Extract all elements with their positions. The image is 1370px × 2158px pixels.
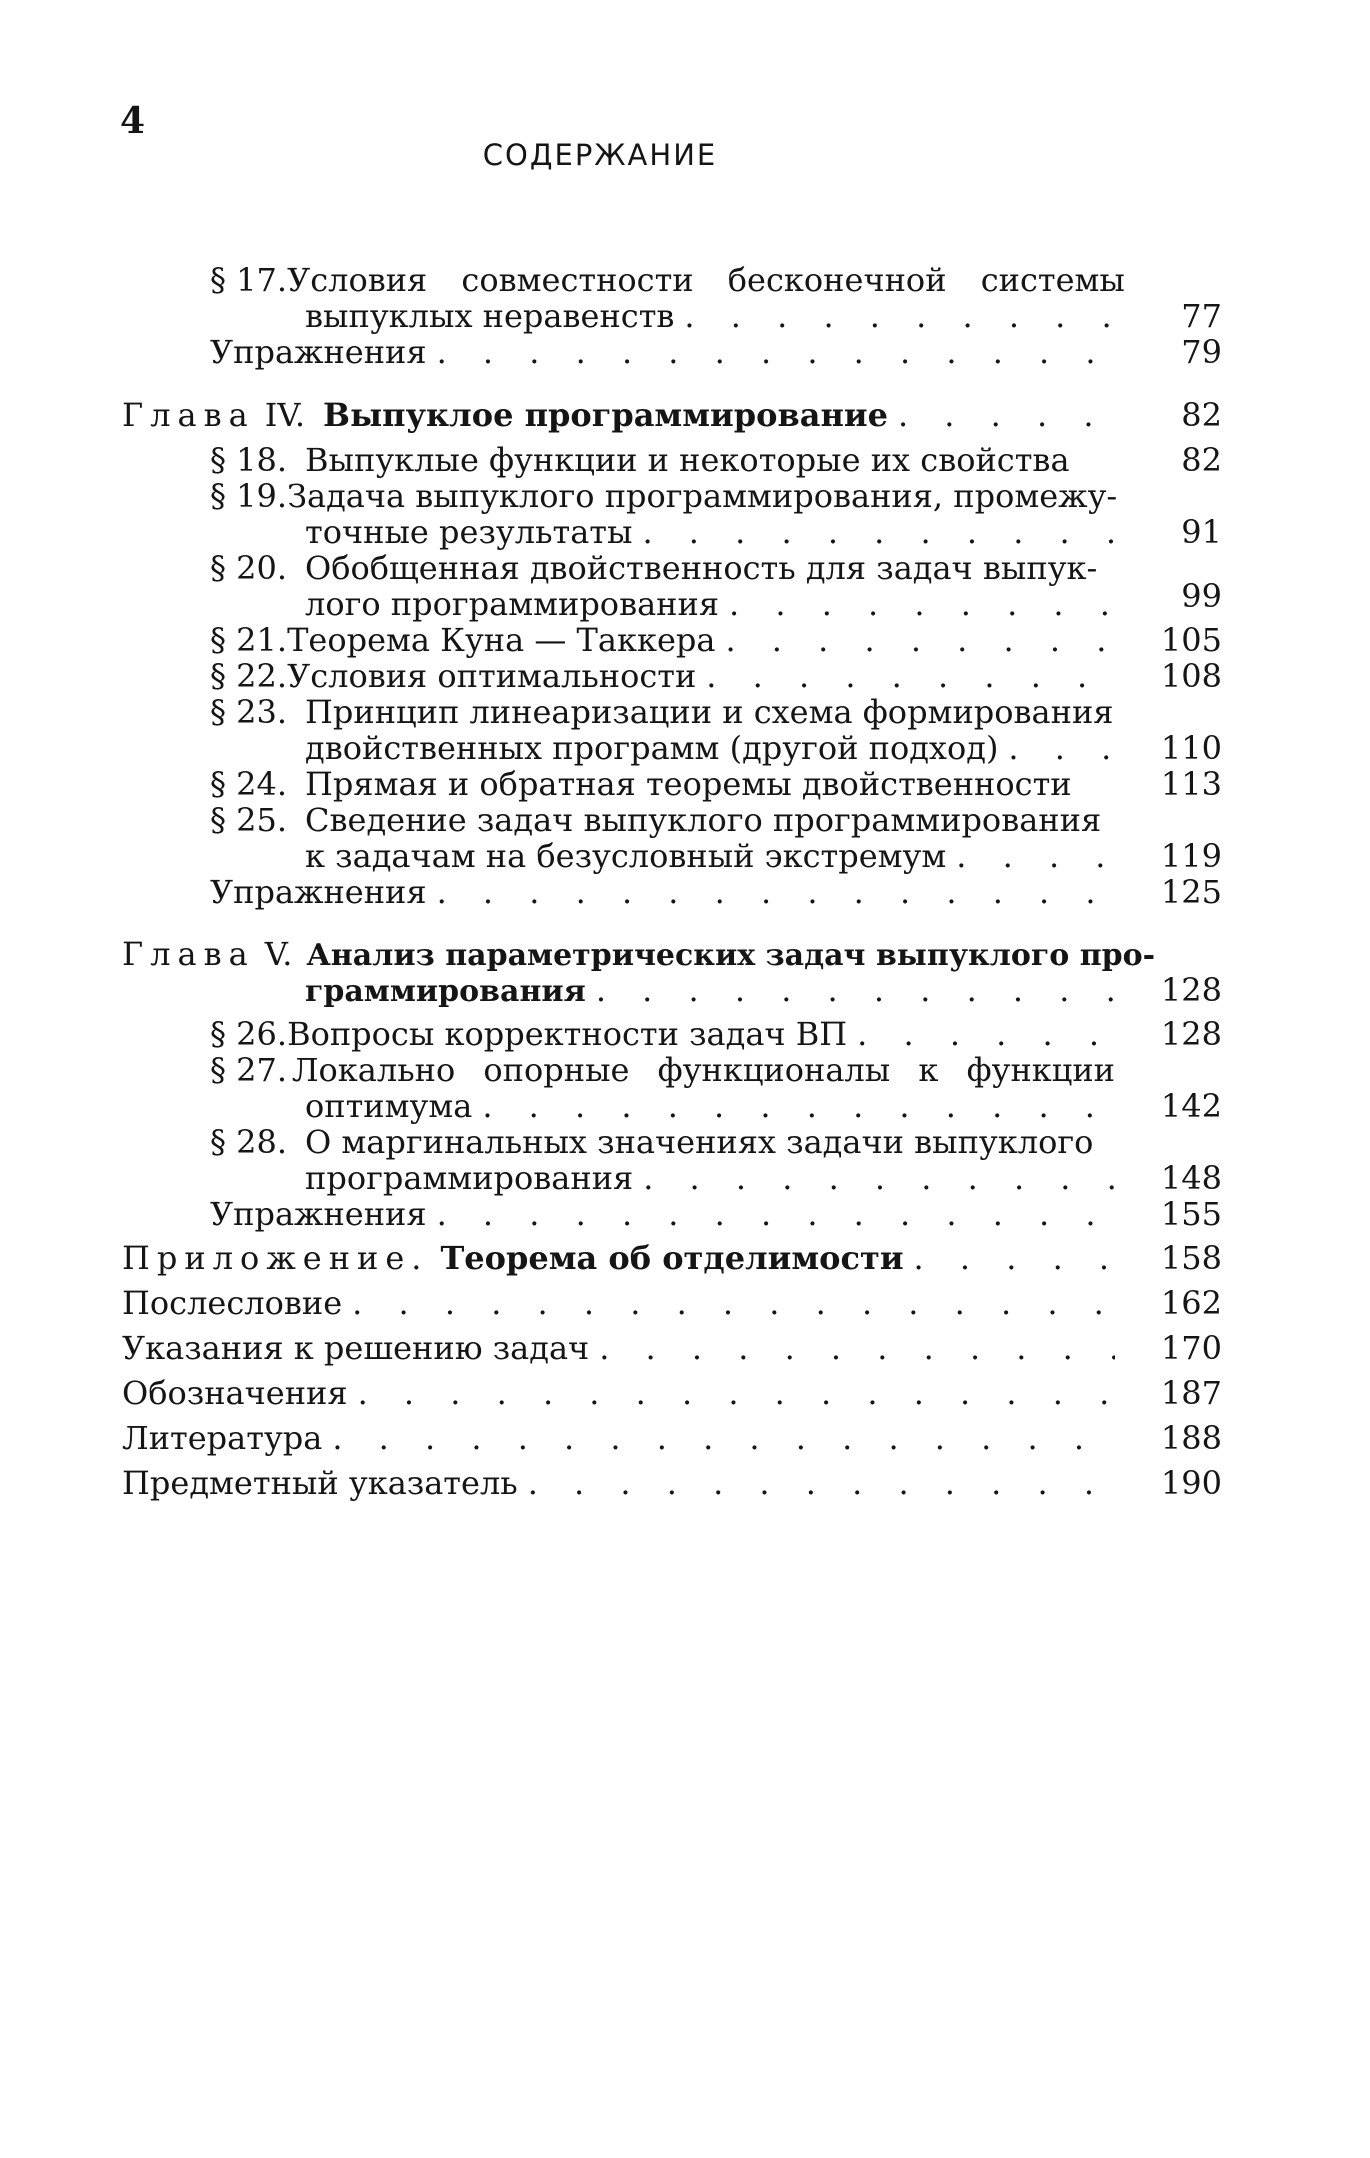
toc-section-17[interactable]: [210, 261, 1125, 299]
dot-leader: [715, 622, 1115, 658]
entry-title: Обозначения: [122, 1374, 348, 1412]
toc-section-22[interactable]: [210, 658, 1115, 694]
dot-leader: [586, 972, 1115, 1008]
appendix-title: Теорема об отделимости: [440, 1239, 904, 1277]
dot-leader: [342, 1285, 1115, 1321]
section-number: § 22.: [210, 657, 288, 695]
toc-afterword[interactable]: [122, 1285, 1115, 1321]
section-title-line1: Выпуклые функции и некоторые их свойства: [305, 441, 1070, 479]
section-title-line2: выпуклых неравенств: [305, 297, 675, 335]
dot-leader: [847, 1016, 1115, 1052]
page-ref: 170: [1160, 1329, 1222, 1367]
section-number: § 26.: [210, 1015, 288, 1053]
page-ref: 119: [1160, 837, 1222, 875]
toc-section-21[interactable]: [210, 622, 1115, 658]
section-title-line2: точные результаты: [305, 513, 633, 551]
page-ref: 128: [1160, 1015, 1222, 1053]
section-title-line2: двойственных программ (другой подход): [305, 729, 999, 767]
toc-section-17-cont: [305, 298, 1115, 334]
page-ref: 113: [1160, 765, 1222, 803]
toc-exercises[interactable]: [210, 334, 1115, 370]
dot-leader: [322, 1420, 1115, 1456]
page-ref: 125: [1160, 873, 1222, 911]
toc-section-28-cont: [305, 1160, 1115, 1196]
toc-section-19-cont: [305, 514, 1115, 550]
page-ref: 128: [1160, 971, 1222, 1009]
entry-title: Предметный указатель: [122, 1464, 518, 1502]
section-title-line1: Сведение задач выпуклого программирования: [305, 801, 1102, 839]
dot-leader: [632, 514, 1115, 550]
page-ref: 105: [1160, 621, 1222, 659]
chapter-prefix: Глава: [122, 935, 255, 973]
section-number: § 19.: [210, 477, 288, 515]
toc-section-25-cont: [305, 838, 1115, 874]
page-ref: 158: [1160, 1239, 1222, 1277]
section-title-line1: Принцип линеаризации и схема формирования: [305, 693, 1114, 731]
page-ref: 82: [1181, 396, 1222, 434]
exercise-title: Упражнения: [210, 873, 427, 911]
page-ref: 110: [1160, 729, 1222, 767]
section-number: § 18.: [210, 441, 288, 479]
dot-leader: [348, 1375, 1115, 1411]
dot-leader: [888, 397, 1115, 433]
entry-title: Указания к решению задач: [122, 1329, 590, 1367]
section-title-line1: Условия совместности бесконечной системы: [287, 261, 1125, 299]
toc-solution-hints[interactable]: [122, 1330, 1115, 1366]
chapter-roman: V.: [264, 935, 293, 973]
page-header: СОДЕРЖАНИЕ: [482, 138, 718, 172]
page-number: 4: [120, 100, 146, 142]
section-number: § 21.: [210, 621, 288, 659]
dot-leader: [427, 874, 1115, 910]
section-title-line1: Задача выпуклого программирования, промежу-: [287, 477, 1118, 515]
toc-subject-index[interactable]: [122, 1465, 1115, 1501]
dot-leader: [427, 1196, 1115, 1232]
section-number: § 20.: [210, 549, 288, 587]
dot-leader: [633, 1160, 1115, 1196]
chapter-title-line2: граммирования: [305, 974, 586, 1009]
dot-leader: [427, 334, 1115, 370]
toc-exercises[interactable]: [210, 874, 1115, 910]
dot-leader: [719, 586, 1115, 622]
section-title-line2: лого программирования: [305, 585, 719, 623]
dot-leader: [696, 658, 1115, 694]
toc-appendix[interactable]: [122, 1240, 1115, 1276]
toc-references[interactable]: [122, 1420, 1115, 1456]
chapter-title: Выпуклое программирование: [323, 396, 888, 434]
section-number: § 28.: [210, 1123, 288, 1161]
dot-leader: [904, 1240, 1115, 1276]
toc-chapter-5[interactable]: [122, 935, 1156, 973]
section-title-line2: программирования: [305, 1159, 634, 1197]
page-ref: 82: [1181, 441, 1222, 479]
exercise-title: Упражнения: [210, 1195, 427, 1233]
section-number: § 27.: [210, 1051, 288, 1089]
toc-section-23-cont: [305, 730, 1115, 766]
toc-section-25[interactable]: [210, 802, 1115, 838]
section-title-line1: Обобщенная двойственность для задач выпук-: [305, 549, 1098, 587]
toc-section-24[interactable]: [210, 766, 1115, 802]
toc-section-26[interactable]: [210, 1016, 1115, 1052]
chapter-prefix: Глава: [122, 396, 255, 434]
page-ref: 162: [1160, 1284, 1222, 1322]
page-ref: 91: [1181, 513, 1222, 551]
page-ref: 99: [1181, 577, 1222, 615]
dot-leader: [518, 1465, 1115, 1501]
toc-section-27-cont: [305, 1088, 1115, 1124]
toc-section-28[interactable]: [210, 1124, 1115, 1160]
toc-section-20[interactable]: [210, 550, 1115, 586]
chapter-roman: IV.: [264, 396, 306, 434]
page-ref: 108: [1160, 657, 1222, 695]
page-ref: 148: [1160, 1159, 1222, 1197]
section-title-line1: Условия оптимальности: [287, 657, 697, 695]
page-ref: 79: [1181, 333, 1222, 371]
section-title-line1: О маргинальных значениях задачи выпуклого: [305, 1123, 1094, 1161]
toc-notation[interactable]: [122, 1375, 1115, 1411]
page-ref: 188: [1160, 1419, 1222, 1457]
section-title-line1: Локально опорные функционалы к функции: [291, 1051, 1115, 1089]
section-number: § 17.: [210, 261, 288, 299]
dot-leader: [674, 298, 1115, 334]
page-ref: 187: [1160, 1374, 1222, 1412]
appendix-prefix: Приложение.: [122, 1239, 429, 1277]
toc-section-23[interactable]: [210, 694, 1115, 730]
toc-section-20-cont: [305, 586, 1115, 622]
exercise-title: Упражнения: [210, 333, 427, 371]
page-ref: 155: [1160, 1195, 1222, 1233]
page-ref: 142: [1160, 1087, 1222, 1125]
chapter-title: Анализ параметрических задач выпуклого про-: [306, 938, 1156, 973]
toc-section-18[interactable]: [210, 442, 1115, 478]
dot-leader: [472, 1088, 1115, 1124]
dot-leader: [998, 730, 1115, 766]
section-number: § 24.: [210, 765, 288, 803]
section-title-line1: Вопросы корректности задач ВП: [287, 1015, 848, 1053]
toc-section-27[interactable]: [210, 1052, 1115, 1088]
toc-chapter-5-cont: [305, 972, 1115, 1008]
section-number: § 25.: [210, 801, 288, 839]
toc-section-19[interactable]: [210, 477, 1118, 515]
dot-leader: [946, 838, 1115, 874]
page-ref: 190: [1160, 1464, 1222, 1502]
entry-title: Послесловие: [122, 1284, 343, 1322]
section-number: § 23.: [210, 693, 288, 731]
section-title-line1: Прямая и обратная теоремы двойственности: [305, 765, 1072, 803]
toc-chapter-4[interactable]: [122, 397, 1115, 433]
entry-title: Литература: [122, 1419, 323, 1457]
dot-leader: [589, 1330, 1115, 1366]
page-ref: 77: [1181, 297, 1222, 335]
toc-exercises[interactable]: [210, 1196, 1115, 1232]
section-title-line2: к задачам на безусловный экстремум: [305, 837, 947, 875]
section-title-line1: Теорема Куна — Таккера: [287, 621, 716, 659]
section-title-line2: оптимума: [305, 1087, 473, 1125]
